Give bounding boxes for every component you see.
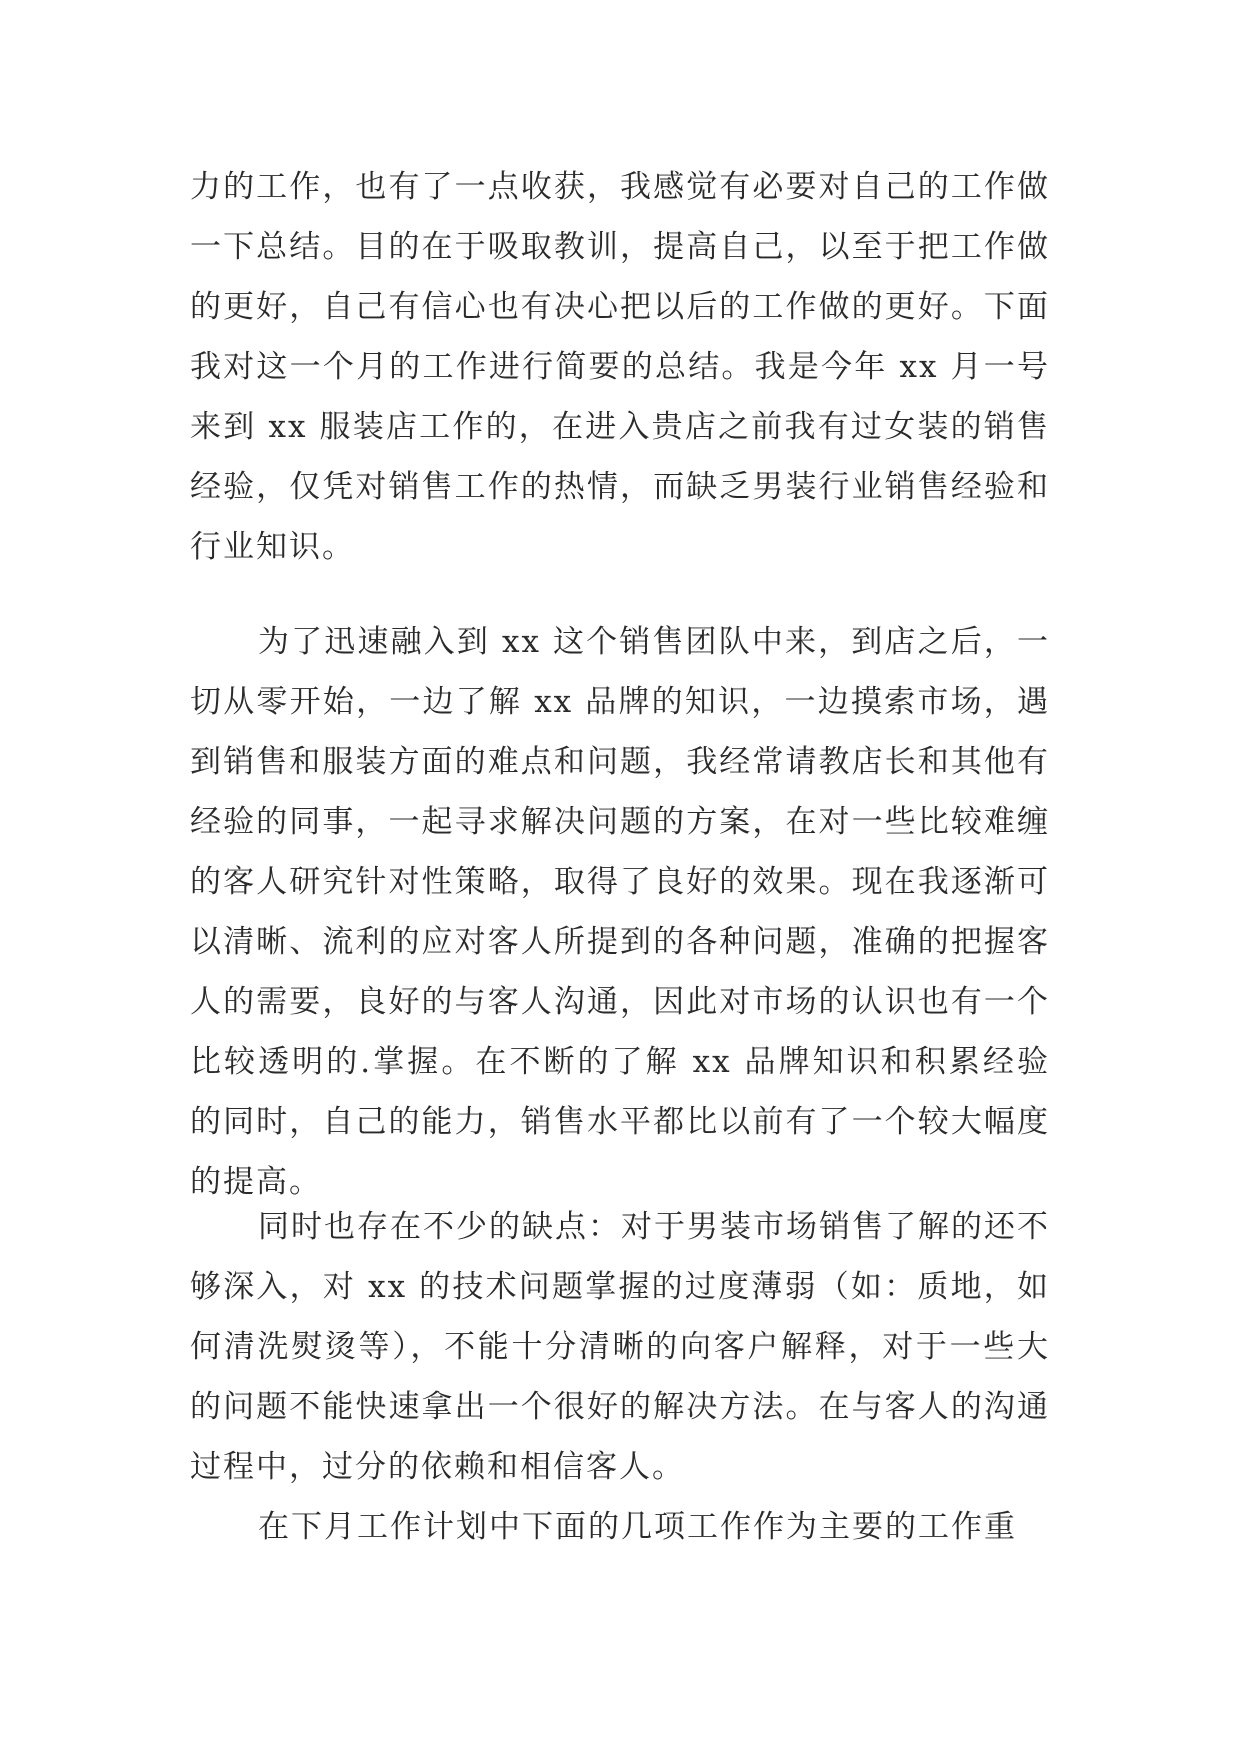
- paragraph-text: 力的工作，也有了一点收获，我感觉有必要对自己的工作做一下总结。目的在于吸取教训，提高自己，以至于把工作做的更好，自己有信心也有决心把以后的工作做的更好。下面我对这一个月的工作进行简要的总结。我是今年 xx 月一号来到 xx 服装店工作的，在进入贵店之前我有过女装的销售经验，仅凭对销售工作的热情，而缺乏男装行业销售经验和行业知识。: [190, 169, 1050, 565]
- paragraph-text: 在下月工作计划中下面的几项工作作为主要的工作重: [258, 1509, 1017, 1545]
- paragraph-next-plan: [190, 1497, 1050, 1557]
- paragraph-text: 为了迅速融入到 xx 这个销售团队中来，到店之后，一切从零开始，一边了解 xx 品牌的知识，一边摸索市场，遇到销售和服装方面的难点和问题，我经常请教店长和其他有经验的同事，一起寻求解决问题的方案，在对一些比较难缠的客人研究针对性策略，取得了良好的效果。现在我逐渐可以清晰、流利的应对客人所提到的各种问题，准确的把握客人的需要，良好的与客人沟通，因此对市场的认识也有一个比较透明的.掌握。在不断的了解 xx 品牌知识和积累经验的同时，自己的能力，销售水平都比以前有了一个较大幅度的提高。: [190, 624, 1050, 1200]
- paragraph-integration: [190, 612, 1050, 1212]
- paragraph-text: 同时也存在不少的缺点：对于男装市场销售了解的还不够深入，对 xx 的技术问题掌握的过度薄弱（如：质地，如何清洗熨烫等），不能十分清晰的向客户解释，对于一些大的问题不能快速拿出一个很好的解决方法。在与客人的沟通过程中，过分的依赖和相信客人。: [190, 1209, 1050, 1485]
- paragraph-continued: [190, 157, 1050, 577]
- paragraph-shortcomings: [190, 1197, 1050, 1497]
